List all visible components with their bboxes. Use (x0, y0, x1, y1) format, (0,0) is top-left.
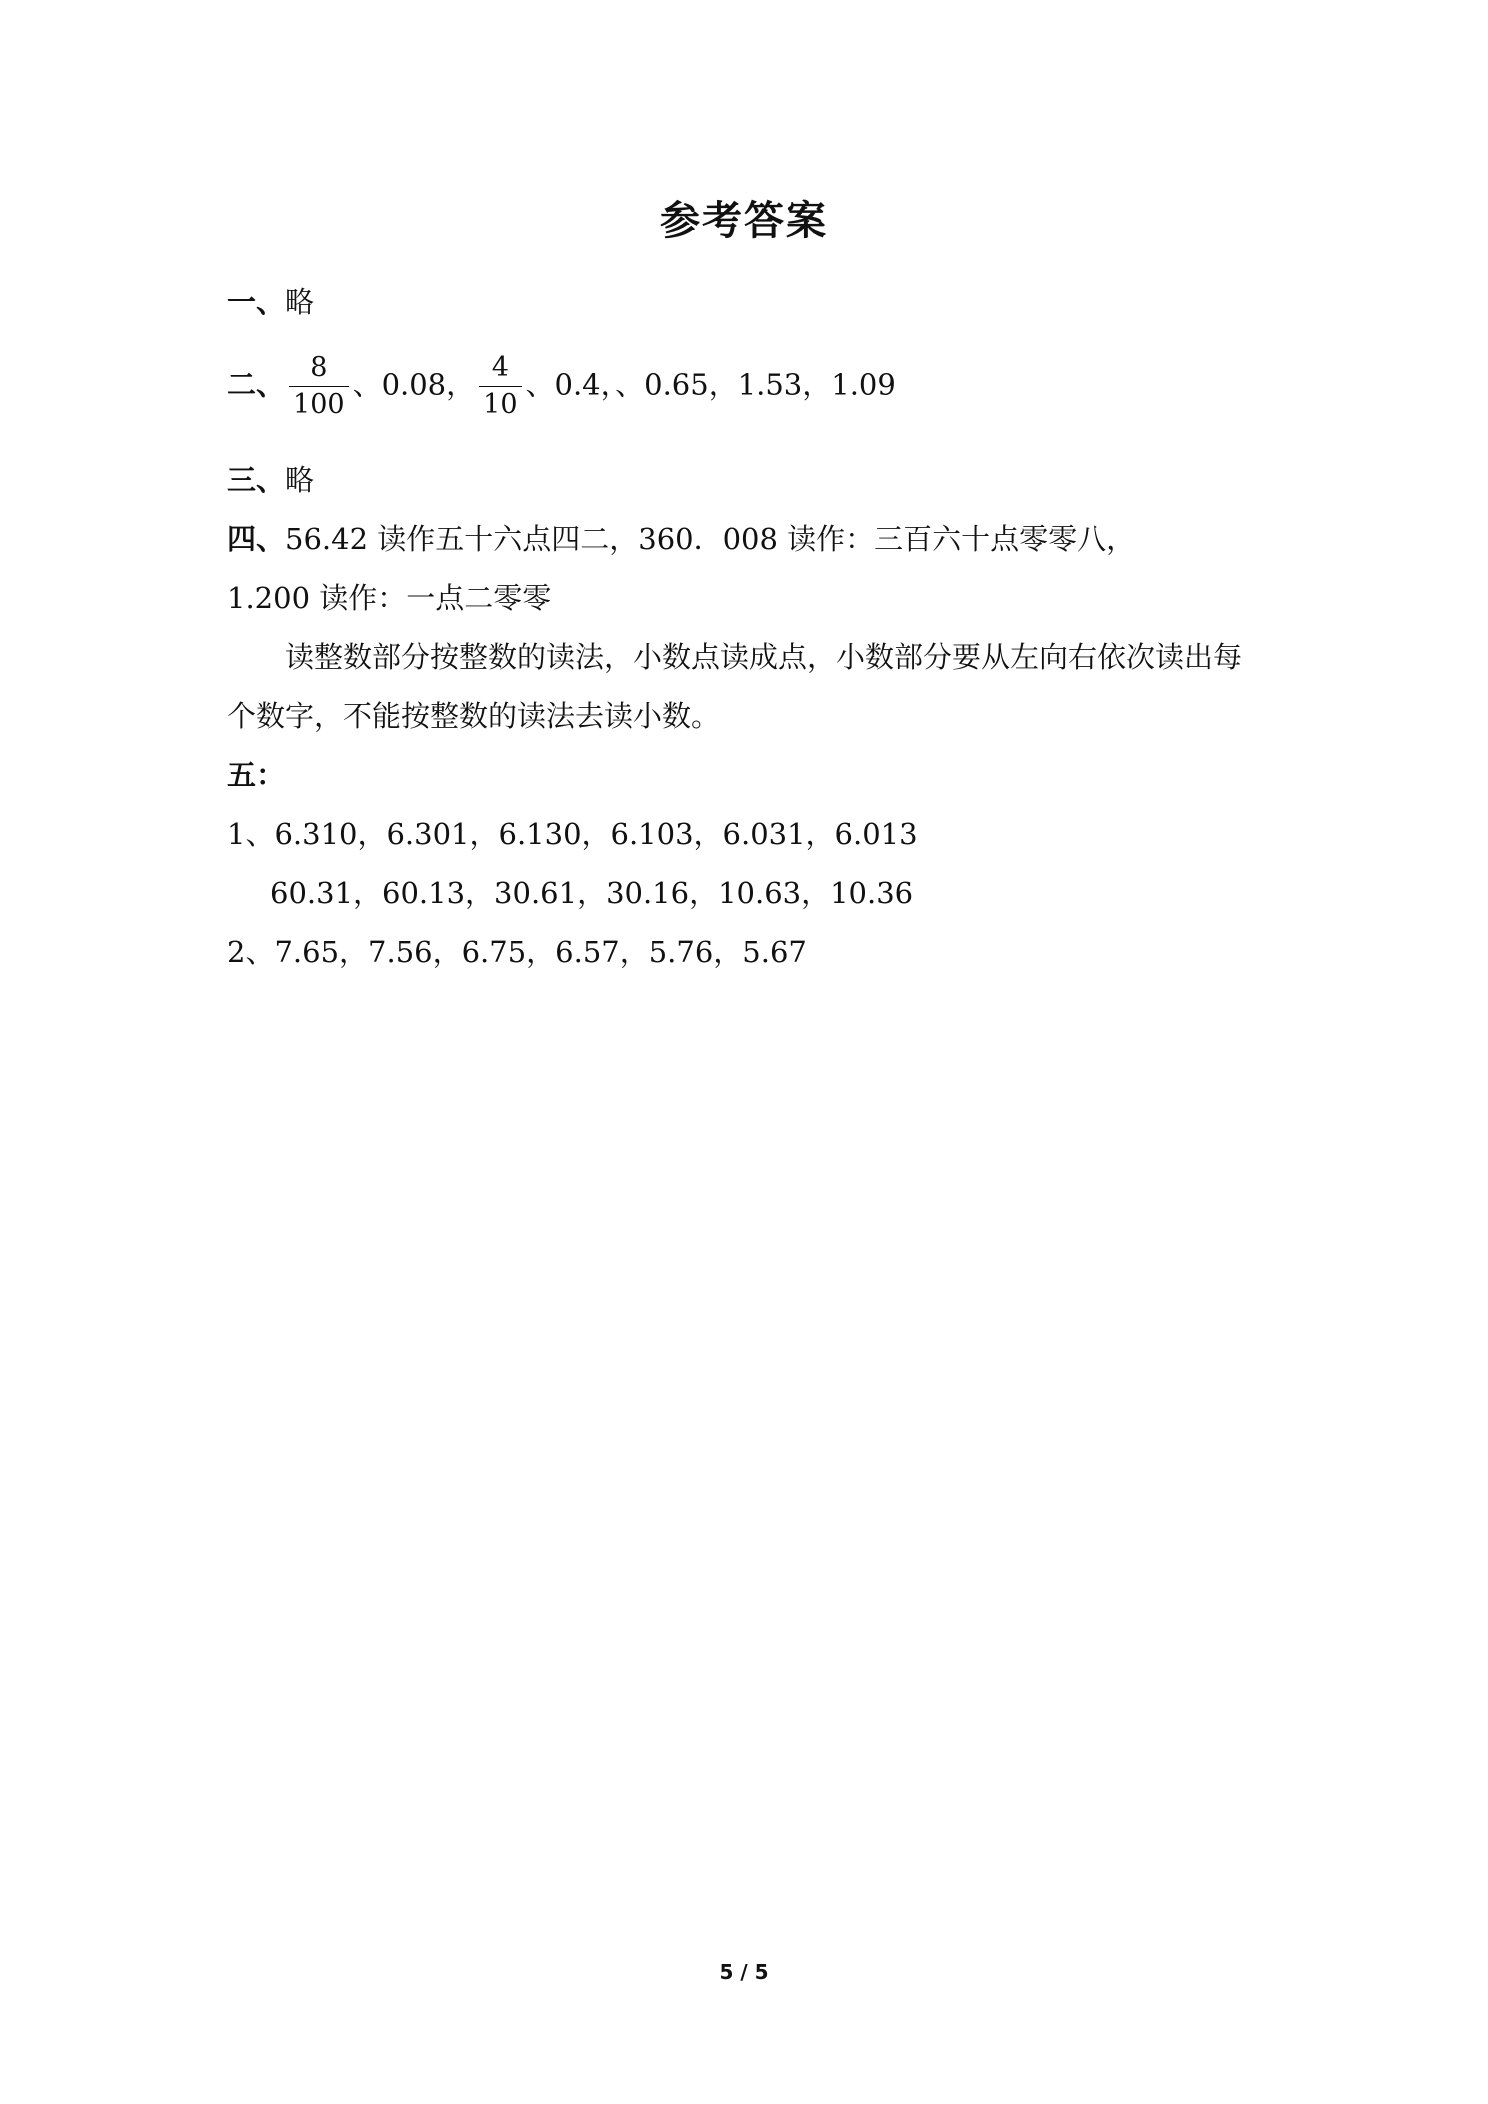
fraction (289, 352, 349, 421)
section-label: 二、 (227, 367, 286, 402)
answer-text: 、0.4，、0.65，1.53，1.09 (525, 367, 896, 402)
answer-section-4-line-1 (227, 519, 1135, 559)
section-label: 三、 (227, 463, 286, 497)
fraction-numerator: 4 (491, 352, 509, 383)
answer-section-4-line-2: 1.200 读作：一点二零零 (227, 581, 552, 615)
section-label: 五： (227, 758, 286, 792)
answer-section-2 (227, 352, 896, 421)
answer-item-2: 2、7.65，7.56，6.75，6.57，5.76，5.67 (227, 935, 807, 969)
answer-text: 略 (285, 285, 315, 319)
answer-section-3 (227, 460, 314, 500)
fraction-denominator: 10 (479, 386, 521, 421)
answer-section-5-heading (227, 755, 285, 795)
answer-item-1-continued: 60.31，60.13，30.61，30.16，10.63，10.36 (270, 876, 914, 910)
answer-text: 56.42 读作五十六点四二，360．008 读作：三百六十点零零八， (285, 522, 1136, 556)
fraction-denominator: 100 (289, 386, 349, 421)
answer-text: 、0.08， (352, 367, 476, 402)
answer-section-1 (227, 282, 314, 322)
explanation-paragraph-line-2: 个数字，不能按整数的读法去读小数。 (227, 699, 721, 733)
section-label: 四、 (227, 522, 286, 556)
answer-text: 略 (285, 463, 315, 497)
answer-item-1: 1、6.310，6.301，6.130，6.103，6.031，6.013 (227, 817, 918, 851)
section-label: 一、 (227, 285, 286, 319)
page-number: 5 / 5 (719, 1960, 769, 1984)
fraction-numerator: 8 (310, 352, 328, 383)
page-title: 参考答案 (660, 198, 828, 244)
explanation-paragraph-line-1: 读整数部分按整数的读法，小数点读成点，小数部分要从左向右依次读出每 (285, 640, 1243, 674)
fraction (479, 352, 521, 421)
